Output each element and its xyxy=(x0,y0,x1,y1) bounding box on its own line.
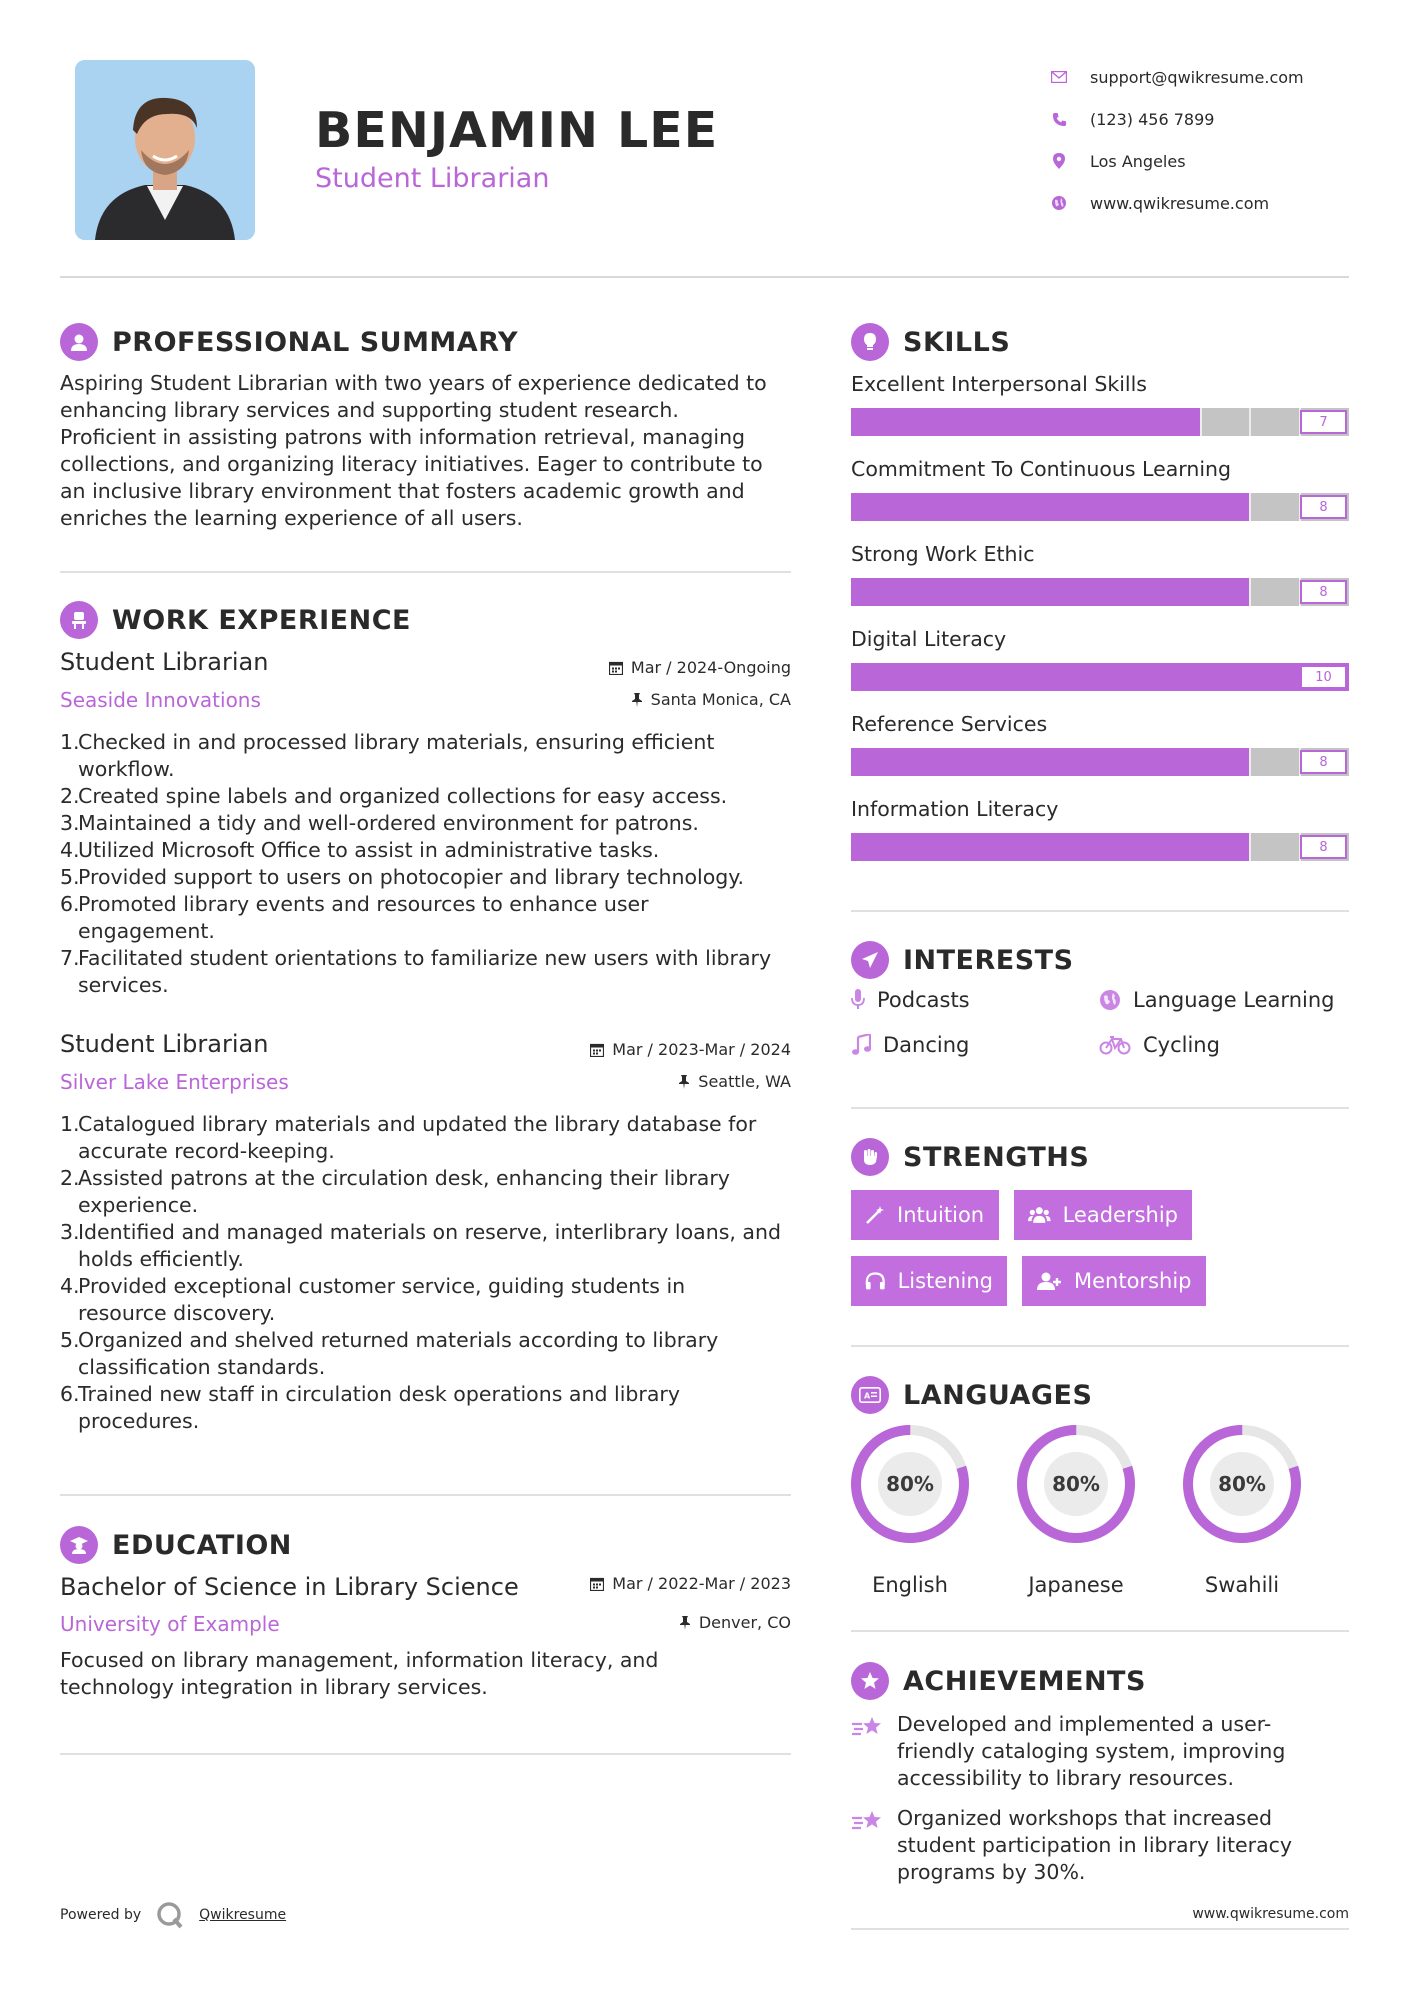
contact-email[interactable] xyxy=(1050,56,1380,98)
list-item-line: Promoted library events and resources to enhance user xyxy=(78,892,649,916)
shooting-star-icon xyxy=(851,1711,897,1792)
list-item-line: Provided support to users on photocopier and library technology. xyxy=(78,865,744,889)
language-name: English xyxy=(872,1573,948,1597)
strengths-title: STRENGTHS xyxy=(903,1141,1090,1173)
skill-bar-segment xyxy=(1249,408,1251,436)
strength-tag xyxy=(1022,1256,1206,1306)
languages-title: LANGUAGES xyxy=(903,1379,1093,1411)
svg-text:A: A xyxy=(864,1391,871,1401)
education-divider xyxy=(60,1753,791,1755)
skill-bar xyxy=(851,493,1349,521)
job-date xyxy=(590,1040,791,1059)
users-icon xyxy=(1028,1205,1051,1225)
job-duties xyxy=(60,1111,800,1435)
list-item xyxy=(60,891,800,945)
contact-block xyxy=(1050,56,1380,224)
achievement-line: friendly cataloging system, improving xyxy=(897,1739,1286,1763)
interests-title: INTERESTS xyxy=(903,944,1074,976)
strengths-heading xyxy=(851,1138,1089,1176)
user-icon xyxy=(60,323,98,361)
skill-bar-segment xyxy=(1249,493,1251,521)
job-title: Student Librarian xyxy=(60,1030,269,1058)
candidate-role: Student Librarian xyxy=(315,163,550,194)
list-item-line: resource discovery. xyxy=(78,1301,276,1325)
globe-icon xyxy=(1050,194,1068,212)
powered-by-label: Powered by xyxy=(60,1907,142,1923)
summary-line: Proficient in assisting patrons with information retrieval, managing xyxy=(60,425,746,449)
school-name: University of Example xyxy=(60,1612,280,1636)
skill-bar-segment xyxy=(1249,748,1251,776)
list-item xyxy=(60,1219,800,1273)
paper-plane-icon xyxy=(851,941,889,979)
language-progress-ring xyxy=(1181,1423,1303,1545)
skill-score: 8 xyxy=(1300,580,1347,604)
skill-name: Digital Literacy xyxy=(851,627,1007,651)
language-item xyxy=(1181,1423,1303,1597)
skill-name: Reference Services xyxy=(851,712,1048,736)
footer-divider xyxy=(851,1928,1349,1930)
achievement-item xyxy=(851,1805,1351,1886)
education-date-text: Mar / 2022-Mar / 2023 xyxy=(612,1574,791,1593)
list-item-line: Catalogued library materials and updated the library database for xyxy=(78,1112,757,1136)
star-badge-icon xyxy=(851,1662,889,1700)
achievements-title: ACHIEVEMENTS xyxy=(903,1665,1146,1697)
education-title: EDUCATION xyxy=(112,1529,292,1561)
skill-bar-fill xyxy=(851,663,1349,691)
fist-icon xyxy=(851,1138,889,1176)
list-item-line: Facilitated student orientations to familiarize new users with library xyxy=(78,946,772,970)
skill-bar-segment xyxy=(1249,833,1251,861)
job-location xyxy=(631,690,791,709)
skill-bar-segment xyxy=(1249,578,1251,606)
achievement-item xyxy=(851,1711,1351,1792)
list-item xyxy=(60,1381,800,1435)
education-date xyxy=(590,1574,791,1593)
pushpin-icon xyxy=(631,693,643,707)
contact-phone[interactable] xyxy=(1050,98,1380,140)
shooting-star-icon xyxy=(851,1805,897,1886)
microphone-icon xyxy=(851,989,865,1011)
education-line: technology integration in library services. xyxy=(60,1675,488,1699)
education-line: Focused on library management, information literacy, and xyxy=(60,1648,659,1672)
skill-bar-fill xyxy=(851,748,1249,776)
skill-score: 8 xyxy=(1300,495,1347,519)
skill-score: 10 xyxy=(1300,665,1347,689)
strength-tag xyxy=(851,1256,1007,1306)
job-location-text: Seattle, WA xyxy=(698,1072,791,1091)
contact-website-text: www.qwikresume.com xyxy=(1090,193,1270,213)
strength-tag xyxy=(1014,1190,1192,1240)
globe-icon xyxy=(1099,989,1121,1011)
achievement-line: programs by 30%. xyxy=(897,1860,1086,1884)
list-item xyxy=(60,1273,800,1327)
list-item-line: Trained new staff in circulation desk operations and library xyxy=(78,1382,680,1406)
summary-line: collections, and organizing literacy initiatives. Eager to contribute to xyxy=(60,452,763,476)
headphones-icon xyxy=(865,1271,886,1291)
skill-bar-fill xyxy=(851,408,1200,436)
summary-line: Aspiring Student Librarian with two years of experience dedicated to xyxy=(60,371,767,395)
interest-label: Podcasts xyxy=(877,988,970,1012)
list-item-line: workflow. xyxy=(78,757,175,781)
language-item xyxy=(1015,1423,1137,1597)
skill-name: Excellent Interpersonal Skills xyxy=(851,372,1147,396)
work-divider xyxy=(60,1494,791,1496)
strengths-divider xyxy=(851,1345,1349,1347)
footer-website[interactable]: www.qwikresume.com xyxy=(1192,1906,1349,1922)
interest-item xyxy=(851,1033,969,1057)
job-company: Silver Lake Enterprises xyxy=(60,1070,289,1094)
skill-bar-fill xyxy=(851,578,1249,606)
work-heading xyxy=(60,601,411,639)
user-plus-icon xyxy=(1036,1271,1062,1291)
interest-item xyxy=(1099,988,1334,1012)
candidate-name: BENJAMIN LEE xyxy=(315,102,719,159)
achievement-line: accessibility to library resources. xyxy=(897,1766,1234,1790)
list-item-line: experience. xyxy=(78,1193,199,1217)
achievements-heading xyxy=(851,1662,1146,1700)
list-item xyxy=(60,864,800,891)
skill-score: 8 xyxy=(1300,835,1347,859)
interest-label: Cycling xyxy=(1143,1033,1220,1057)
job-title: Student Librarian xyxy=(60,648,269,676)
skills-heading xyxy=(851,323,1010,361)
language-name: Swahili xyxy=(1204,1573,1280,1597)
summary-line: enhancing library services and supporting student research. xyxy=(60,398,679,422)
degree-title: Bachelor of Science in Library Science xyxy=(60,1573,519,1601)
skill-name: Strong Work Ethic xyxy=(851,542,1035,566)
list-item-line: procedures. xyxy=(78,1409,200,1433)
pushpin-icon xyxy=(679,1616,691,1630)
music-icon xyxy=(851,1034,871,1056)
interest-label: Dancing xyxy=(883,1033,970,1057)
footer-powered-by xyxy=(60,1900,286,1930)
list-item xyxy=(60,1111,800,1165)
contact-email-text: support@qwikresume.com xyxy=(1090,67,1304,87)
job-date-text: Mar / 2024-Ongoing xyxy=(630,658,791,677)
list-item-line: Created spine labels and organized collections for easy access. xyxy=(78,784,728,808)
interests-divider xyxy=(851,1107,1349,1109)
job-location xyxy=(678,1072,791,1091)
language-percent: 80% xyxy=(1052,1472,1100,1496)
list-item-line: Maintained a tidy and well-ordered environment for patrons. xyxy=(78,811,699,835)
language-name: Japanese xyxy=(1028,1573,1124,1597)
list-item-line: Assisted patrons at the circulation desk, enhancing their library xyxy=(78,1166,730,1190)
summary-line: enriches the learning experience of all users. xyxy=(60,506,523,530)
job-date-text: Mar / 2023-Mar / 2024 xyxy=(612,1040,791,1059)
summary-line: an inclusive library environment that fosters academic growth and xyxy=(60,479,745,503)
list-item-line: classification standards. xyxy=(78,1355,326,1379)
job-location-text: Santa Monica, CA xyxy=(650,690,791,709)
language-percent: 80% xyxy=(886,1472,934,1496)
list-item-line: Identified and managed materials on reserve, interlibrary loans, and xyxy=(78,1220,781,1244)
contact-location xyxy=(1050,140,1380,182)
skill-bar xyxy=(851,663,1349,691)
strength-tag xyxy=(851,1190,999,1240)
strength-label: Intuition xyxy=(897,1203,985,1227)
language-progress-ring xyxy=(1015,1423,1137,1545)
list-item xyxy=(60,945,800,999)
summary-title: PROFESSIONAL SUMMARY xyxy=(112,326,519,358)
work-title: WORK EXPERIENCE xyxy=(112,604,411,636)
list-item xyxy=(60,729,800,783)
language-progress-ring xyxy=(849,1423,971,1545)
skill-bar xyxy=(851,833,1349,861)
skills-divider xyxy=(851,910,1349,912)
achievement-line: Developed and implemented a user- xyxy=(897,1712,1272,1736)
graduate-icon xyxy=(60,1526,98,1564)
strength-label: Listening xyxy=(897,1269,993,1293)
skill-bar xyxy=(851,748,1349,776)
education-heading xyxy=(60,1526,292,1564)
bicycle-icon xyxy=(1099,1035,1131,1055)
summary-text xyxy=(60,370,800,532)
skill-score: 7 xyxy=(1300,410,1347,434)
skill-name: Information Literacy xyxy=(851,797,1059,821)
qwikresume-link[interactable]: Qwikresume xyxy=(199,1907,287,1923)
languages-heading xyxy=(851,1376,1092,1414)
languages-divider xyxy=(851,1630,1349,1632)
profile-photo xyxy=(75,60,255,240)
education-location xyxy=(679,1613,791,1632)
list-item xyxy=(60,810,800,837)
lightbulb-icon xyxy=(851,323,889,361)
list-item xyxy=(60,837,800,864)
skill-name: Commitment To Continuous Learning xyxy=(851,457,1232,481)
list-item-line: engagement. xyxy=(78,919,215,943)
skill-bar-fill xyxy=(851,833,1249,861)
interest-label: Language Learning xyxy=(1133,988,1335,1012)
list-item-line: holds efficiently. xyxy=(78,1247,244,1271)
language-item xyxy=(849,1423,971,1597)
calendar-icon xyxy=(590,1043,604,1057)
list-item-line: Checked in and processed library materials, ensuring efficient xyxy=(78,730,715,754)
contact-website[interactable] xyxy=(1050,182,1380,224)
list-item-line: Provided exceptional customer service, guiding students in xyxy=(78,1274,686,1298)
skill-score: 8 xyxy=(1300,750,1347,774)
summary-divider xyxy=(60,571,791,573)
qwikresume-logo-icon xyxy=(155,1900,185,1930)
education-location-text: Denver, CO xyxy=(698,1613,791,1632)
pushpin-icon xyxy=(678,1075,690,1089)
header-divider xyxy=(60,276,1349,278)
skill-bar xyxy=(851,408,1349,436)
list-item xyxy=(60,1327,800,1381)
interest-item xyxy=(851,988,970,1012)
envelope-icon xyxy=(1050,68,1068,86)
calendar-icon xyxy=(590,1577,604,1591)
summary-heading xyxy=(60,323,518,361)
education-description xyxy=(60,1647,800,1701)
list-item-line: Organized and shelved returned materials according to library xyxy=(78,1328,719,1352)
list-item xyxy=(60,783,800,810)
achievement-line: Organized workshops that increased xyxy=(897,1806,1272,1830)
skill-bar-fill xyxy=(851,493,1249,521)
language-percent: 80% xyxy=(1218,1472,1266,1496)
interests-heading xyxy=(851,941,1074,979)
list-item-line: services. xyxy=(78,973,169,997)
calendar-icon xyxy=(609,661,623,675)
job-duties xyxy=(60,729,800,999)
achievement-line: student participation in library literacy xyxy=(897,1833,1293,1857)
skills-title: SKILLS xyxy=(903,326,1011,358)
chair-icon xyxy=(60,601,98,639)
language-card-icon xyxy=(851,1376,889,1414)
strength-label: Leadership xyxy=(1062,1203,1178,1227)
contact-location-text: Los Angeles xyxy=(1090,151,1186,171)
contact-phone-text: (123) 456 7899 xyxy=(1090,109,1215,129)
phone-icon xyxy=(1050,110,1068,128)
list-item-line: accurate record-keeping. xyxy=(78,1139,335,1163)
skill-bar xyxy=(851,578,1349,606)
job-date xyxy=(609,658,791,677)
job-company: Seaside Innovations xyxy=(60,688,261,712)
skill-bar-segment xyxy=(1200,408,1202,436)
strength-label: Mentorship xyxy=(1074,1269,1192,1293)
interest-item xyxy=(1099,1033,1220,1057)
magic-wand-icon xyxy=(865,1205,885,1225)
list-item-line: Utilized Microsoft Office to assist in administrative tasks. xyxy=(78,838,660,862)
list-item xyxy=(60,1165,800,1219)
map-pin-icon xyxy=(1050,152,1068,170)
